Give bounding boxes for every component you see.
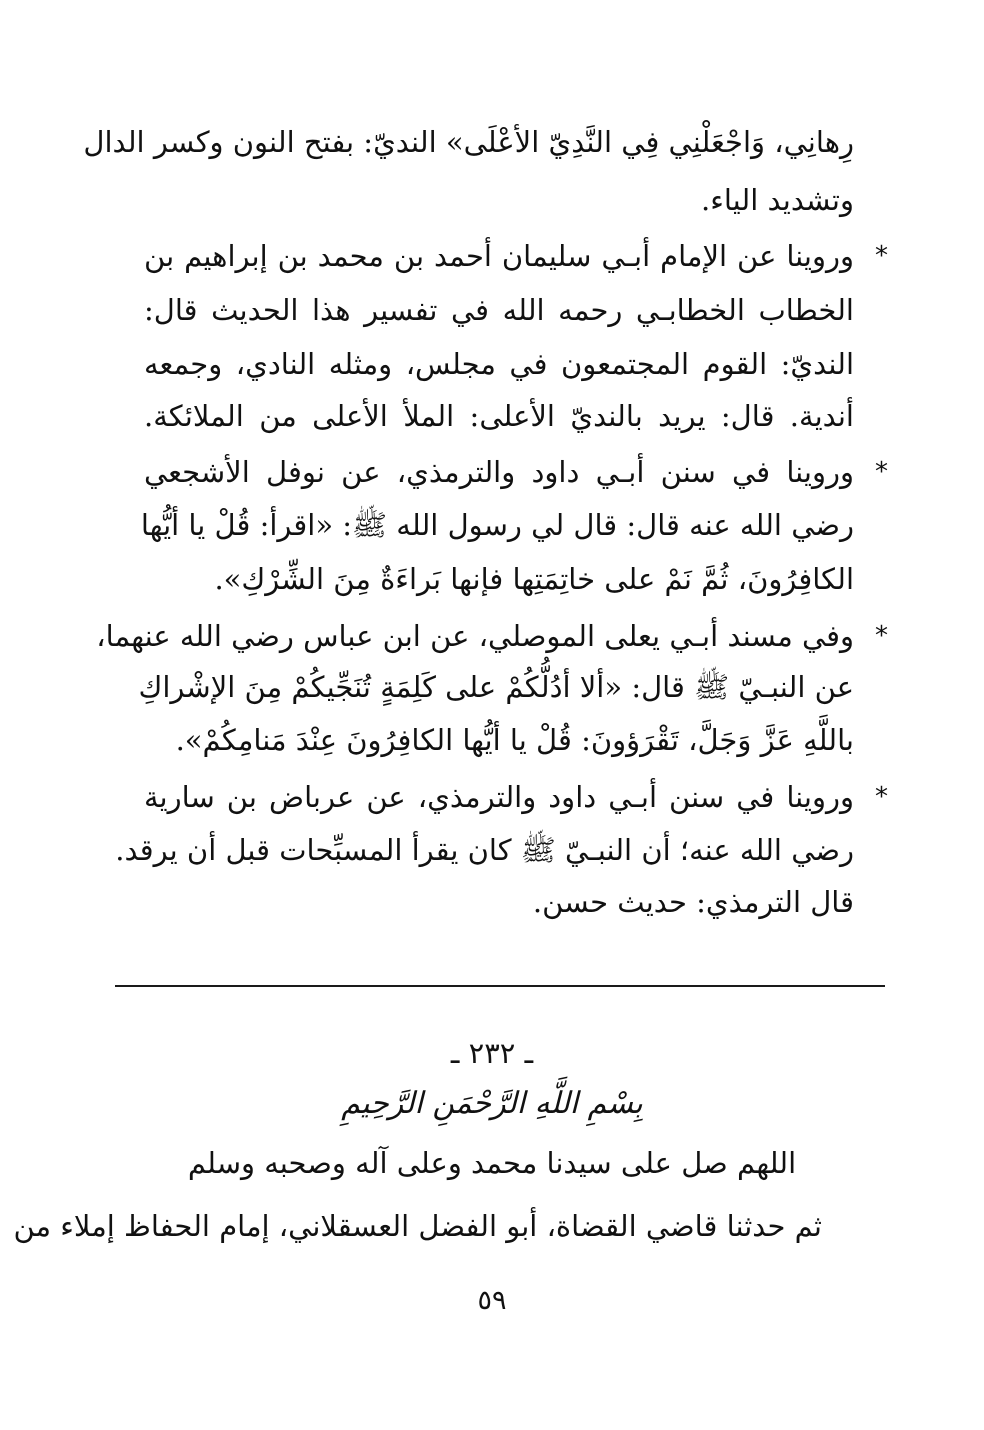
section-divider <box>115 985 885 987</box>
paragraph-4-line-2: عن النبـيّ ﷺ قال: «ألا أدُلُّكُمْ على كَلِمَةٍ تُنَجِّيكُمْ مِنَ الإشْراكِ <box>138 670 854 704</box>
paragraph-2-line-4: أندية. قال: يريد بالنديّ الأعلى: الملأ الأعلى من الملائكة. <box>144 399 854 433</box>
paragraph-3-line-3: الكافِرُونَ، ثُمَّ نَمْ على خاتِمَتِها فإنها بَراءَةٌ مِنَ الشِّرْكِ». <box>214 562 854 596</box>
paragraph-4-line-1: وفي مسند أبـي يعلى الموصلي، عن ابن عباس رضي الله عنهما، <box>96 619 854 653</box>
paragraph-4-line-3: باللَّهِ عَزَّ وَجَلَّ، تَقْرَؤونَ: قُلْ يا أيُّها الكافِرُونَ عِنْدَ مَنامِكُمْ». <box>175 723 854 757</box>
paragraph-1-line-1: رِهانِي، وَاجْعَلْنِي فِي النَّدِيّ الأعْلَى» النديّ: بفتح النون وكسر الدال <box>83 125 854 159</box>
asterisk-marker: * <box>875 457 888 487</box>
paragraph-5-line-3: قال الترمذي: حديث حسن. <box>532 885 854 919</box>
section-opening-line: ثم حدثنا قاضي القضاة، أبو الفضل العسقلاني، إمام الحفاظ إملاء من <box>13 1209 822 1243</box>
asterisk-marker: * <box>875 782 888 812</box>
section-number: ـ ٢٣٢ ـ <box>450 1036 534 1070</box>
paragraph-2-line-3: النديّ: القوم المجتمعون في مجلس، ومثله النادي، وجمعه <box>144 347 854 381</box>
asterisk-marker: * <box>875 621 888 651</box>
paragraph-3-line-2: رضي الله عنه قال: قال لي رسول الله ﷺ: «اقرأ: قُلْ يا أيُّها <box>140 508 854 542</box>
paragraph-1-line-2: وتشديد الياء. <box>700 183 854 217</box>
salawat-line: اللهم صل على سيدنا محمد وعلى آله وصحبه وسلم <box>187 1146 797 1180</box>
paragraph-3-line-1: وروينا في سنن أبـي داود والترمذي، عن نوفل الأشجعي <box>144 455 854 489</box>
paragraph-5-line-1: وروينا في سنن أبـي داود والترمذي، عن عرباض بن سارية <box>144 780 854 814</box>
page-number: ٥٩ <box>477 1285 507 1316</box>
paragraph-2-line-2: الخطاب الخطابـي رحمه الله في تفسير هذا الحديث قال: <box>144 293 854 327</box>
paragraph-2-line-1: وروينا عن الإمام أبـي سليمان أحمد بن محمد بن إبراهيم بن <box>144 239 854 273</box>
paragraph-5-line-2: رضي الله عنه؛ أن النبـيّ ﷺ كان يقرأ المسبِّحات قبل أن يرقد. <box>115 833 854 867</box>
basmala-calligraphy: بِسْمِ اللَّهِ الرَّحْمَنِ الرَّحِيمِ <box>341 1086 643 1121</box>
asterisk-marker: * <box>875 241 888 271</box>
